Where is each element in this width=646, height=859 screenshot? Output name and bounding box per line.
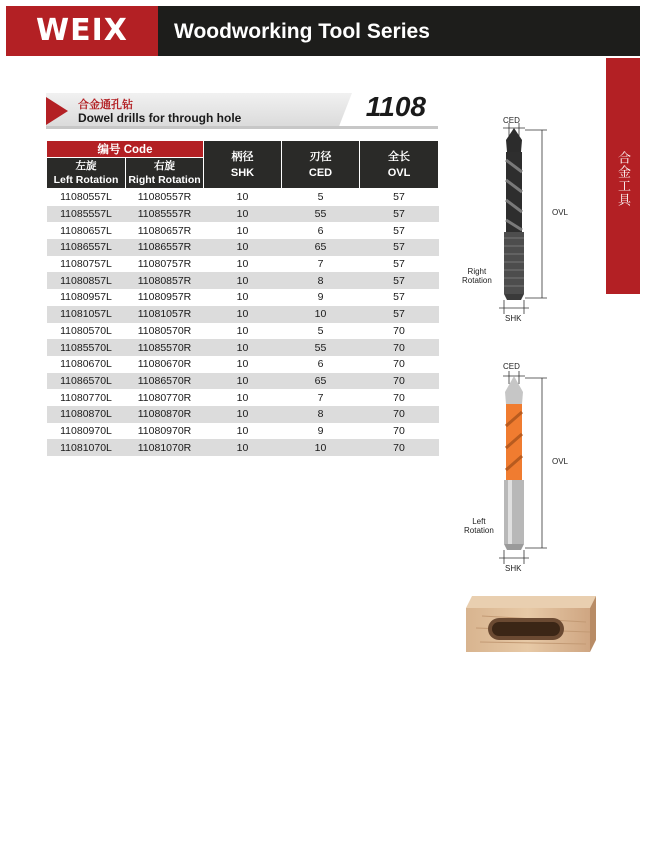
- ovl-cell: 70: [360, 406, 439, 423]
- table-row: [47, 206, 439, 223]
- left-code-cell: 11080857L: [47, 272, 126, 289]
- shk-cell: 10: [204, 439, 282, 456]
- left-code-cell: 11081070L: [47, 439, 126, 456]
- product-number: 1108: [365, 91, 426, 122]
- left-code-cell: 11080657L: [60, 224, 112, 237]
- ced-cell: 7: [317, 391, 324, 404]
- right-code-cell: 11080870R: [126, 406, 204, 423]
- drill-tip-shape: [506, 128, 522, 152]
- ced-cell: 55: [282, 339, 360, 356]
- code-group-header: 编号 Code: [47, 141, 204, 158]
- page-title: Woodworking Tool Series: [174, 20, 430, 43]
- right-code-cell: 11081070R: [126, 439, 204, 456]
- ced-label-right: CED: [503, 116, 520, 125]
- right-code-cell: 11086557R: [126, 239, 204, 256]
- table-row: [47, 406, 439, 423]
- right-code-cell: 11080557R: [137, 191, 192, 204]
- ced-cell: 10: [282, 306, 360, 323]
- ced-cell: 5: [317, 324, 324, 337]
- right-code-cell: 11080857R: [126, 272, 204, 289]
- left-code-cell: 11080970L: [60, 424, 112, 437]
- ovl-cell: 70: [360, 373, 439, 390]
- right-code-cell: 11080957R: [137, 291, 192, 304]
- ovl-cell: 57: [393, 224, 405, 237]
- ced-cell: 65: [282, 239, 360, 256]
- ovl-cell: 57: [360, 206, 439, 223]
- ovl-cell: 57: [360, 272, 439, 289]
- shk-label-left: SHK: [505, 564, 522, 573]
- table-row: [47, 256, 439, 273]
- shk-cell: 10: [204, 306, 282, 323]
- ovl-cell: 70: [393, 324, 405, 337]
- shk-label-right: SHK: [505, 314, 522, 323]
- right-code-cell: 11080970R: [137, 424, 192, 437]
- spec-table: [46, 140, 439, 456]
- shk-cell: 10: [204, 206, 282, 223]
- shk-cell: 10: [204, 239, 282, 256]
- ovl-label-right: OVL: [552, 208, 569, 217]
- category-side-tab: [606, 58, 640, 294]
- ovl-label-left: OVL: [552, 457, 569, 466]
- right-code-cell: 11080570R: [137, 324, 192, 337]
- ced-label-left: CED: [503, 362, 520, 371]
- product-name-cn: 合金通孔钻: [78, 99, 133, 111]
- ced-cell: 6: [317, 224, 324, 237]
- left-code-cell: 11085557L: [47, 206, 126, 223]
- left-code-cell: 11080670L: [60, 358, 112, 371]
- category-side-tab-label: 合金工具: [616, 151, 631, 207]
- right-code-cell: 11086570R: [126, 373, 204, 390]
- table-row: [47, 189, 439, 206]
- right-code-cell: 11085557R: [126, 206, 204, 223]
- left-code-cell: 11081057L: [47, 306, 126, 323]
- shk-cell: 10: [204, 339, 282, 356]
- shk-cell: 10: [204, 272, 282, 289]
- ovl-cell: 57: [393, 258, 405, 271]
- ced-cell: 8: [282, 406, 360, 423]
- ovl-cell: 70: [360, 339, 439, 356]
- shk-cell: 10: [204, 406, 282, 423]
- shk-cell: 10: [236, 391, 249, 404]
- table-row: [47, 239, 439, 256]
- shk-cell: 10: [204, 373, 282, 390]
- ced-cell: 10: [282, 439, 360, 456]
- right-code-cell: 11080657R: [137, 224, 192, 237]
- right-rotation-drill-drawing: [455, 110, 595, 325]
- ced-cell: 6: [317, 358, 324, 371]
- table-row: [47, 272, 439, 289]
- ced-cell: 9: [317, 424, 324, 437]
- ovl-header: 全长 OVL: [360, 141, 439, 189]
- brand-logo: WEIX: [6, 6, 158, 56]
- left-rotation-drill-drawing: [455, 360, 595, 575]
- drill-tip-shape: [505, 376, 523, 404]
- ovl-cell: 57: [360, 239, 439, 256]
- left-code-cell: 11080870L: [47, 406, 126, 423]
- right-code-cell: 11080670R: [137, 358, 192, 371]
- wood-block-illustration: [462, 592, 600, 656]
- drill-shank-shape: [504, 480, 524, 544]
- ovl-cell: 57: [393, 291, 405, 304]
- table-row: [47, 423, 439, 440]
- table-row: [47, 439, 439, 456]
- rotation-label-left: Left Rotation: [464, 517, 494, 535]
- table-row: [47, 289, 439, 306]
- ced-cell: 65: [282, 373, 360, 390]
- left-code-cell: 11086570L: [47, 373, 126, 390]
- left-code-cell: 11080757L: [60, 258, 112, 271]
- left-code-cell: 11080957L: [60, 291, 112, 304]
- left-code-cell: 11080557L: [60, 191, 112, 204]
- ced-cell: 8: [282, 272, 360, 289]
- shk-cell: 10: [236, 358, 249, 371]
- ced-cell: 7: [317, 258, 324, 271]
- shk-cell: 10: [236, 424, 249, 437]
- right-code-cell: 11085570R: [126, 339, 204, 356]
- right-code-cell: 11080770R: [137, 391, 192, 404]
- left-code-cell: 11086557L: [47, 239, 126, 256]
- ovl-cell: 70: [393, 424, 405, 437]
- left-code-cell: 11080570L: [60, 324, 112, 337]
- shk-header: 柄径 SHK: [204, 141, 282, 189]
- drill-shank-shape: [504, 232, 524, 294]
- left-code-cell: 11085570L: [47, 339, 126, 356]
- ced-cell: 5: [317, 191, 324, 204]
- ovl-cell: 57: [360, 306, 439, 323]
- shk-cell: 10: [236, 224, 249, 237]
- right-rotation-header: 右旋 Right Rotation: [126, 158, 204, 189]
- shk-cell: 10: [236, 291, 249, 304]
- ced-cell: 9: [317, 291, 324, 304]
- table-row: [47, 306, 439, 323]
- table-row: [47, 222, 439, 239]
- shk-cell: 10: [236, 191, 249, 204]
- table-row: [47, 323, 439, 340]
- banner-arrow-icon: [46, 97, 68, 125]
- right-code-cell: 11080757R: [137, 258, 192, 271]
- ovl-cell: 70: [393, 358, 405, 371]
- ced-cell: 55: [282, 206, 360, 223]
- table-row: [47, 339, 439, 356]
- rotation-label-right: Right Rotation: [462, 267, 492, 285]
- ovl-cell: 70: [360, 439, 439, 456]
- table-row: [47, 373, 439, 390]
- left-rotation-header: 左旋 Left Rotation: [47, 158, 126, 189]
- table-row: [47, 389, 439, 406]
- ovl-cell: 70: [393, 391, 405, 404]
- left-code-cell: 11080770L: [60, 391, 112, 404]
- ced-header: 刃径 CED: [282, 141, 360, 189]
- table-row: [47, 356, 439, 373]
- shk-cell: 10: [236, 258, 249, 271]
- product-banner: [46, 93, 438, 129]
- shk-cell: 10: [236, 324, 249, 337]
- product-name-en: Dowel drills for through hole: [78, 111, 242, 125]
- header-bar: [6, 6, 640, 56]
- spec-table-body: [47, 189, 439, 457]
- right-code-cell: 11081057R: [126, 306, 204, 323]
- ovl-cell: 57: [393, 191, 405, 204]
